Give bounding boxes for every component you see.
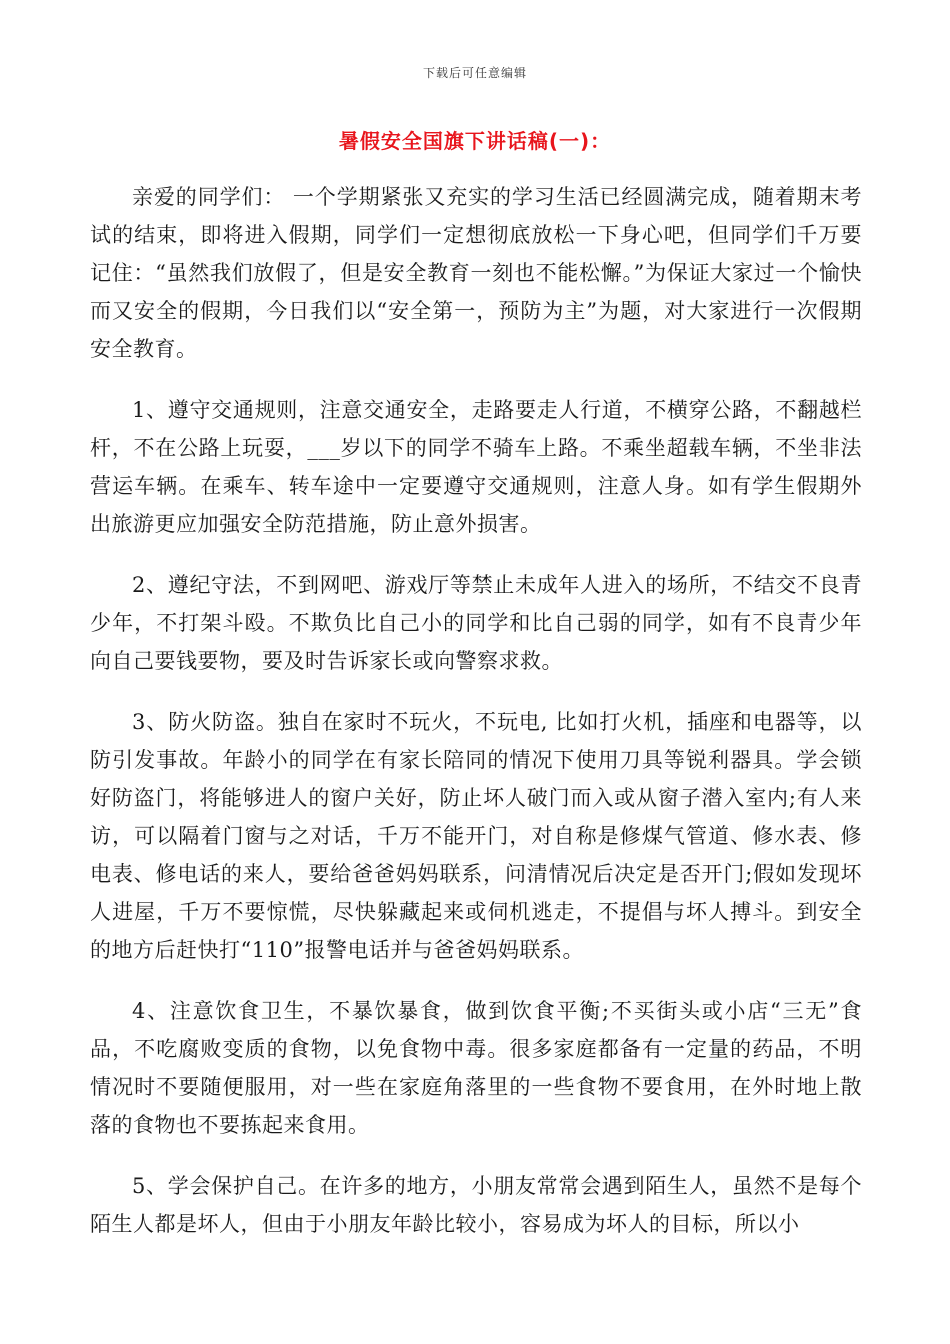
document-title: 暑假安全国旗下讲话稿(一)： <box>338 129 612 153</box>
paragraph-intro: 亲爱的同学们： 一个学期紧张又充实的学习生活已经圆满完成，随着期末考试的结束，即将进入假期，同学们一定想彻底放松一下身心吧，但同学们千万要记住：“虽然我们放假了，但是安全教育一刻也不能松懈。”为保证大家过一个愉快而又安全的假期，今日我们以“安全第一，预防为主”为题，对大家进行一次假期安全教育。 <box>90 185 862 361</box>
paragraph-self-protection: 5、学会保护自己。在许多的地方，小朋友常常会遇到陌生人，虽然不是每个陌生人都是坏人，但由于小朋友年龄比较小，容易成为坏人的目标，所以小 <box>90 1174 862 1236</box>
paragraph-food-hygiene: 4、注意饮食卫生，不暴饮暴食，做到饮食平衡;不买街头或小店“三无”食品，不吃腐败变质的食物，以免食物中毒。很多家庭都备有一定量的药品，不明情况时不要随便服用，对一些在家庭角落里的一些食物不要食用，在外时地上散落的食物也不要拣起来食用。 <box>90 999 862 1137</box>
document-body <box>90 178 862 1266</box>
header-note: 下载后可任意编辑 <box>422 66 527 80</box>
paragraph-traffic-safety: 1、遵守交通规则，注意交通安全，走路要走人行道，不横穿公路，不翻越栏杆，不在公路上玩耍，___岁以下的同学不骑车上路。不乘坐超载车辆，不坐非法营运车辆。在乘车、转车途中一定要遵守交通规则，注意人身。如有学生假期外出旅游更应加强安全防范措施，防止意外损害。 <box>90 398 862 536</box>
paragraph-law-abiding: 2、遵纪守法，不到网吧、游戏厅等禁止未成年人进入的场所，不结交不良青少年，不打架斗殴。不欺负比自己小的同学和比自己弱的同学，如有不良青少年向自己要钱要物，要及时告诉家长或向警察求救。 <box>90 573 862 673</box>
paragraph-fire-theft: 3、防火防盗。独自在家时不玩火，不玩电, 比如打火机，插座和电器等，以防引发事故。年龄小的同学在有家长陪同的情况下使用刀具等锐利器具。学会锁好防盗门，将能够进人的窗户关好，防止坏人破门而入或从窗子潜入室内;有人来访，可以隔着门窗与之对话，千万不能开门，对自称是修煤气管道、修水表、修电表、修电话的来人，要给爸爸妈妈联系，问清情况后决定是否开门;假如发现坏人进屋，千万不要惊慌，尽快躲藏起来或伺机逃走，不提倡与坏人搏斗。到安全的地方后赶快打“110”报警电话并与爸爸妈妈联系。 <box>90 710 862 962</box>
